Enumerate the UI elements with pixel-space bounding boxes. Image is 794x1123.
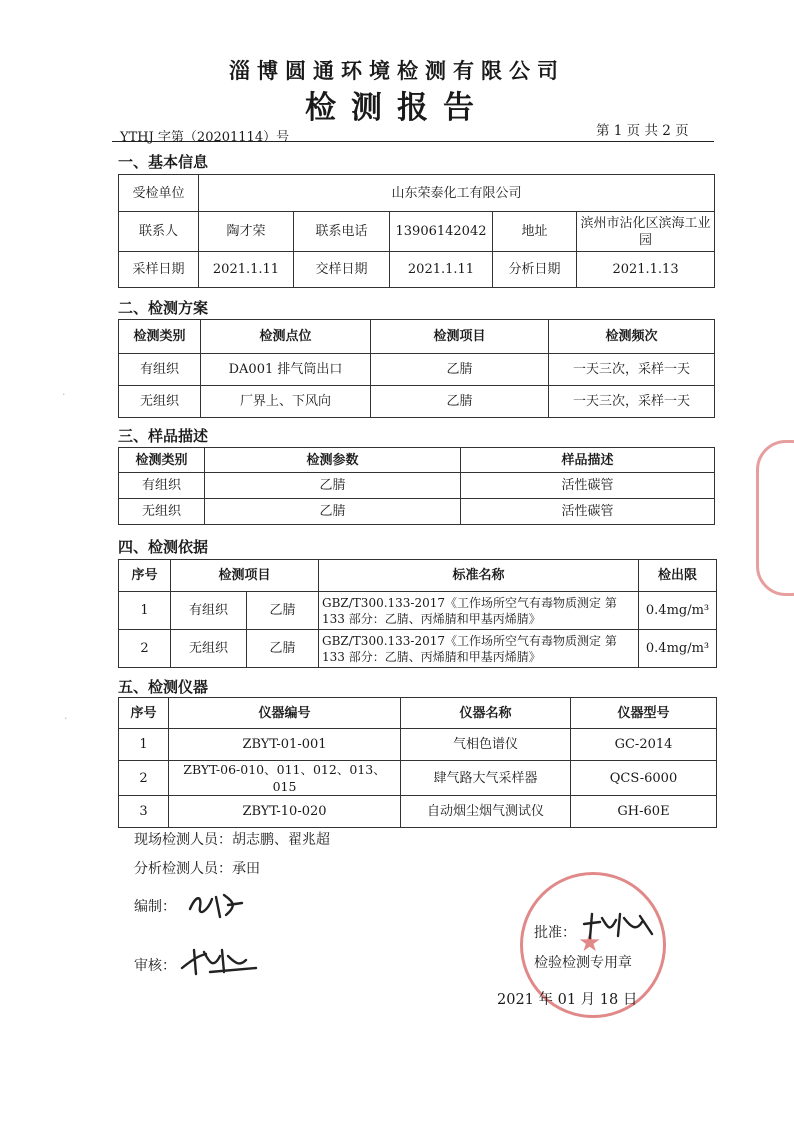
- approver-label: 批准：: [534, 925, 576, 941]
- table-header: 仪器名称: [401, 698, 571, 729]
- plan-table: [118, 319, 715, 418]
- table-cell: ZBYT-01-001: [169, 729, 401, 761]
- table-cell: 0.4mg/m³: [639, 630, 717, 668]
- basic-info-table: [118, 174, 715, 288]
- sample-table: [118, 447, 715, 525]
- table-header: 检测项目: [171, 560, 319, 592]
- header-rule: [112, 141, 714, 142]
- table-header: 标准名称: [319, 560, 639, 592]
- table-row: [119, 386, 715, 418]
- table-cell: 自动烟尘烟气测试仪: [401, 796, 571, 828]
- table-cell: 一天三次，采样一天: [549, 386, 715, 418]
- table-header: 仪器编号: [169, 698, 401, 729]
- table-cell: 2: [119, 630, 171, 668]
- compiler-label: 编制：: [134, 899, 176, 915]
- table-row: [119, 630, 717, 668]
- table-cell: 无组织: [119, 386, 201, 418]
- table-header: 序号: [119, 698, 169, 729]
- field-personnel: 现场检测人员：胡志鹏、翟兆超: [134, 832, 330, 848]
- table-row: [119, 499, 715, 525]
- table-cell: 乙腈: [371, 386, 549, 418]
- scan-mark: ·: [62, 388, 66, 401]
- contact-value: 陶才荣: [199, 212, 294, 252]
- client-value: 山东荣泰化工有限公司: [199, 175, 715, 212]
- reviewer-signature: [180, 946, 260, 980]
- reviewer-label: 审核：: [134, 958, 176, 974]
- phone-label: 联系电话: [294, 212, 390, 252]
- section-basis-title: 四、检测依据: [118, 538, 209, 556]
- table-cell: 有组织: [171, 592, 247, 630]
- document-number: YTHJ 字第（20201114）号: [120, 130, 290, 145]
- table-row: [119, 592, 717, 630]
- side-seal: [756, 440, 794, 596]
- sampling-date-label: 采样日期: [119, 252, 199, 288]
- seal-star-icon: ★: [578, 928, 602, 958]
- table-cell: 2: [119, 761, 169, 796]
- table-cell: 乙腈: [371, 354, 549, 386]
- table-header: 样品描述: [461, 448, 715, 473]
- company-name: 淄博圆通环境检测有限公司: [229, 59, 565, 83]
- table-cell: ZBYT-10-020: [169, 796, 401, 828]
- address-label: 地址: [493, 212, 577, 252]
- analysis-date-label: 分析日期: [493, 252, 577, 288]
- table-cell: 一天三次，采样一天: [549, 354, 715, 386]
- table-cell: GBZ/T300.133-2017《工作场所空气有毒物质测定 第 133 部分：乙腈、丙烯腈和甲基丙烯腈》: [319, 630, 639, 668]
- table-row: [119, 354, 715, 386]
- table-cell: 有组织: [119, 354, 201, 386]
- table-cell: 厂界上、下风向: [201, 386, 371, 418]
- table-cell: 无组织: [171, 630, 247, 668]
- table-cell: 乙腈: [247, 630, 319, 668]
- approver-signature: [580, 908, 660, 942]
- table-row: [119, 473, 715, 499]
- instrument-table: [118, 697, 717, 828]
- table-cell: 活性碳管: [461, 499, 715, 525]
- table-header: 检测类别: [119, 448, 205, 473]
- table-header: 检测参数: [205, 448, 461, 473]
- table-header: 检测项目: [371, 320, 549, 354]
- analysis-personnel: 分析检测人员：承田: [134, 861, 260, 877]
- client-label: 受检单位: [119, 175, 199, 212]
- table-header: 检测频次: [549, 320, 715, 354]
- table-cell: GC-2014: [571, 729, 717, 761]
- sampling-date-value: 2021.1.11: [199, 252, 294, 288]
- seal-label: 检验检测专用章: [534, 955, 632, 971]
- delivery-date-label: 交样日期: [294, 252, 390, 288]
- table-cell: 1: [119, 729, 169, 761]
- compiler-signature: [186, 887, 246, 923]
- table-cell: 1: [119, 592, 171, 630]
- table-cell: 乙腈: [247, 592, 319, 630]
- table-cell: 有组织: [119, 473, 205, 499]
- table-cell: 气相色谱仪: [401, 729, 571, 761]
- table-row: [119, 729, 717, 761]
- page-info: 第 1 页 共 2 页: [596, 123, 689, 139]
- table-row: [119, 796, 717, 828]
- report-date: 2021 年 01 月 18 日: [497, 992, 638, 1008]
- table-cell: 0.4mg/m³: [639, 592, 717, 630]
- table-cell: GBZ/T300.133-2017《工作场所空气有毒物质测定 第 133 部分：乙腈、丙烯腈和甲基丙烯腈》: [319, 592, 639, 630]
- address-value: 滨州市沾化区滨海工业园: [577, 212, 715, 252]
- basis-table: [118, 559, 717, 668]
- table-cell: 乙腈: [205, 473, 461, 499]
- table-cell: ZBYT-06-010、011、012、013、015: [169, 761, 401, 796]
- table-cell: 肆气路大气采样器: [401, 761, 571, 796]
- phone-value: 13906142042: [390, 212, 493, 252]
- section-plan-title: 二、检测方案: [118, 299, 209, 317]
- table-cell: 乙腈: [205, 499, 461, 525]
- delivery-date-value: 2021.1.11: [390, 252, 493, 288]
- report-title: 检测报告: [305, 90, 489, 126]
- table-row: [119, 761, 717, 796]
- section-sample-title: 三、样品描述: [118, 427, 209, 445]
- table-cell: 3: [119, 796, 169, 828]
- table-header: 检测点位: [201, 320, 371, 354]
- table-header: 检出限: [639, 560, 717, 592]
- analysis-date-value: 2021.1.13: [577, 252, 715, 288]
- table-cell: 无组织: [119, 499, 205, 525]
- section-basic-info-title: 一、基本信息: [118, 153, 209, 171]
- contact-label: 联系人: [119, 212, 199, 252]
- table-cell: DA001 排气筒出口: [201, 354, 371, 386]
- scan-mark: ·: [64, 712, 68, 725]
- section-instrument-title: 五、检测仪器: [118, 678, 209, 696]
- table-header: 仪器型号: [571, 698, 717, 729]
- table-header: 检测类别: [119, 320, 201, 354]
- table-cell: QCS-6000: [571, 761, 717, 796]
- table-cell: GH-60E: [571, 796, 717, 828]
- table-cell: 活性碳管: [461, 473, 715, 499]
- table-header: 序号: [119, 560, 171, 592]
